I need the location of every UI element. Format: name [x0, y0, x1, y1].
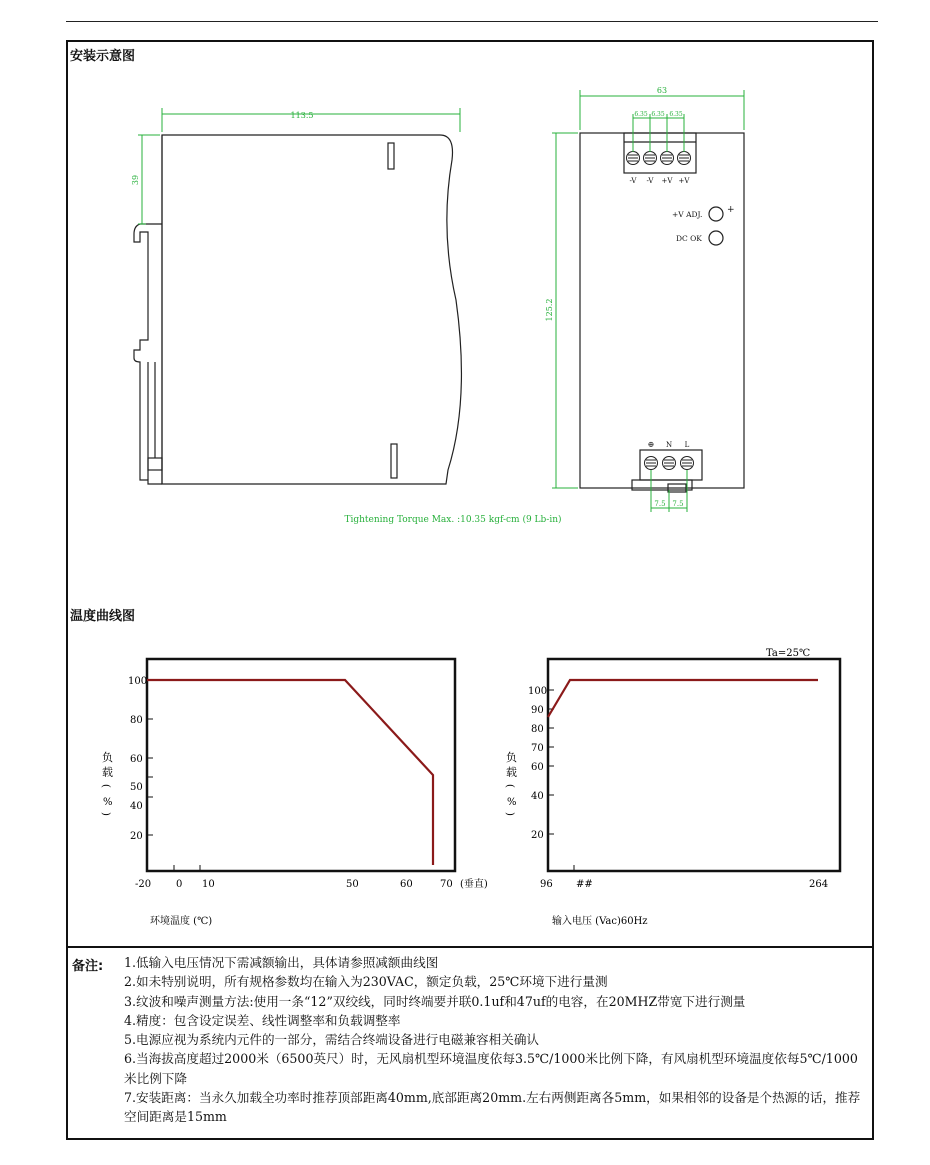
- in-terminal-label: ⊕: [647, 440, 655, 449]
- adj-label: +V ADJ.: [672, 210, 703, 219]
- y-tick-label: 60: [531, 762, 544, 773]
- x-suffix-label: (垂直): [460, 879, 488, 890]
- dim-pitch: 6.35: [669, 111, 683, 118]
- note-item: 2.如未特别说明，所有规格参数均在输入为230VAC，额定负载，25℃环境下进行量测: [124, 974, 608, 990]
- notes-list: [124, 953, 869, 1127]
- chart-input-voltage: [500, 645, 880, 945]
- y-axis-label: (: [504, 784, 515, 788]
- side-view: [134, 135, 461, 484]
- x-tick-label: 50: [346, 879, 359, 890]
- dcok-label: DC OK: [676, 234, 702, 243]
- note-item: 3.纹波和噪声测量方法:使用一条“12”双绞线，同时终端要并联0.1uf和47uf的电容，在20MHZ带宽下进行测量: [124, 993, 746, 1009]
- note-item: 7.安装距离：当永久加载全功率时推荐顶部距离40mm,底部距离20mm.左右两侧距离各5mm，如果相邻的设备是个热源的话，推荐空间距离是15mm: [124, 1090, 861, 1125]
- out-terminal-label: -V: [629, 177, 637, 185]
- x-tick-label: -20: [135, 879, 152, 890]
- note-item: 6.当海拔高度超过2000米（6500英尺）时，无风扇机型环境温度依每3.5℃/1000米比例下降，有风扇机型环境温度依每5℃/1000米比例下降: [124, 1051, 858, 1086]
- note-item: 5.电源应视为系统内元件的一部分，需结合终端设备进行电磁兼容相关确认: [124, 1032, 540, 1048]
- curve-title: 温度曲线图: [70, 609, 136, 624]
- y-axis-label: 载: [102, 766, 113, 779]
- y-axis-label: ): [504, 812, 515, 816]
- y-tick-label: 70: [531, 743, 544, 754]
- y-tick-label: 40: [130, 801, 143, 812]
- chart-temperature: [90, 645, 510, 945]
- dcok-led-icon: [709, 231, 723, 245]
- dim-front-width: 63: [656, 86, 668, 95]
- out-terminal-label: +V: [661, 177, 673, 185]
- in-terminal-label: L: [684, 441, 690, 449]
- y-tick-label: 20: [531, 830, 544, 841]
- notes-label: 备注:: [72, 959, 104, 974]
- y-tick-label: 100: [528, 686, 548, 697]
- torque-note: Tightening Torque Max. :10.35 kgf-cm (9 Lb-in): [344, 515, 562, 525]
- install-title: 安装示意图: [70, 49, 136, 64]
- adj-pot-icon: [709, 207, 723, 221]
- y-axis-label: %: [507, 797, 517, 808]
- y-axis-label: (: [100, 784, 111, 788]
- y-axis-label: %: [103, 797, 113, 808]
- x-tick-label: 70: [440, 879, 453, 890]
- x-axis-label: 输入电压 (Vac)60Hz: [552, 916, 648, 927]
- dim-pitch: 6.35: [634, 111, 648, 118]
- dim-side-top: 39: [131, 174, 140, 186]
- in-terminal-label: N: [665, 441, 673, 449]
- dim-pitch: 6.35: [651, 111, 665, 118]
- y-axis-label: 负: [506, 751, 517, 764]
- front-view: [580, 133, 744, 492]
- install-drawing: [0, 60, 930, 600]
- dim-input-pitch: 7.5: [654, 500, 666, 508]
- x-tick-label: 60: [400, 879, 413, 890]
- out-terminal-label: +V: [678, 177, 690, 185]
- chart-plot-area: [147, 659, 455, 871]
- x-tick-label: 264: [809, 879, 829, 890]
- note-item: 1.低输入电压情况下需减额输出，具体请参照减额曲线图: [124, 955, 439, 970]
- out-terminal-label: -V: [646, 177, 654, 185]
- x-tick-label: 96: [540, 879, 553, 890]
- notes-divider: [66, 946, 874, 948]
- dim-input-pitch: 7.5: [672, 500, 684, 508]
- y-tick-label: 90: [531, 705, 544, 716]
- x-tick-label: 10: [202, 879, 215, 890]
- output-terminals: [627, 152, 691, 165]
- y-tick-label: 60: [130, 754, 143, 765]
- input-terminals: [645, 457, 694, 470]
- y-tick-label: 50: [130, 782, 143, 793]
- dim-side-width: 113.5: [290, 111, 314, 120]
- y-tick-label: 100: [128, 676, 148, 687]
- y-tick-label: 80: [531, 724, 544, 735]
- side-dimensions: [138, 108, 460, 224]
- dim-front-height: 125.2: [545, 298, 554, 322]
- y-axis-label: 负: [102, 751, 113, 764]
- y-tick-label: 40: [531, 791, 544, 802]
- note-item: 4.精度：包含设定误差、线性调整率和负载调整率: [124, 1012, 401, 1028]
- adj-plus-icon: +: [727, 205, 735, 215]
- y-axis-label: ): [100, 812, 111, 816]
- y-axis-label: 载: [506, 766, 517, 779]
- y-tick-label: 80: [130, 715, 143, 726]
- chart-annotation: Ta=25℃: [766, 648, 811, 659]
- top-rule: [66, 21, 878, 22]
- y-tick-label: 20: [130, 831, 143, 842]
- chart-plot-area: [548, 659, 840, 871]
- x-tick-label: 0: [176, 879, 183, 890]
- x-axis-label: 环境温度 (℃): [150, 916, 213, 927]
- x-tick-label: ##: [576, 879, 593, 890]
